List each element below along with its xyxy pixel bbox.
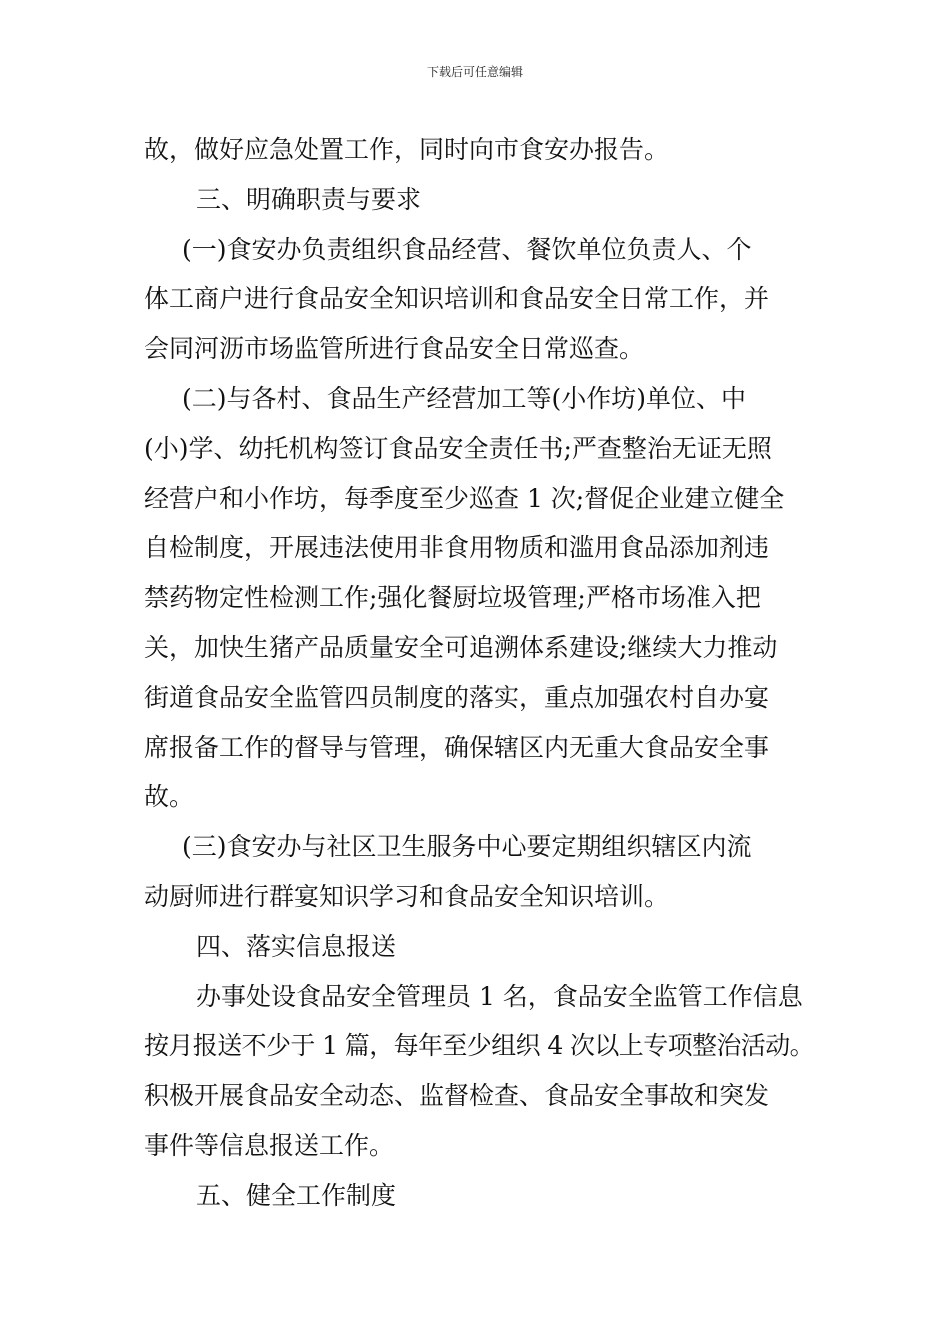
page-header: 下载后可任意编辑 [426,65,523,79]
paragraph-line: 故，做好应急处置工作，同时向市食安办报告。 [144,135,670,164]
paragraph-line: 禁药物定性检测工作;强化餐厨垃圾管理;严格市场准入把 [144,583,761,613]
paragraph-line: 体工商户进行食品安全知识培训和食品安全日常工作，并 [144,284,770,314]
paragraph-line: 关，加快生猪产品质量安全可追溯体系建设;继续大力推动 [144,632,778,662]
paragraph-line: 自检制度，开展违法使用非食用物质和滥用食品添加剂违 [144,533,770,563]
paragraph-line: 积极开展食品安全动态、监督检查、食品安全事故和突发 [144,1081,770,1111]
paragraph-line: 席报备工作的督导与管理，确保辖区内无重大食品安全事 [144,732,770,762]
paragraph-line: (小)学、幼托机构签订食品安全责任书;严查整治无证无照 [144,433,772,463]
paragraph-line: (二)与各村、食品生产经营加工等(小作坊)单位、中 [182,383,747,413]
paragraph-line: (一)食安办负责组织食品经营、餐饮单位负责人、个 [182,234,752,264]
paragraph-line: 会同河沥市场监管所进行食品安全日常巡查。 [144,334,645,364]
paragraph-line: 事件等信息报送工作。 [144,1130,395,1160]
section-heading: 五、健全工作制度 [196,1180,397,1210]
paragraph-line: 故。 [144,782,195,812]
paragraph-line: 动厨师进行群宴知识学习和食品安全知识培训。 [144,881,670,911]
paragraph-line: (三)食安办与社区卫生服务中心要定期组织辖区内流 [182,832,752,862]
section-heading: 三、明确职责与要求 [196,184,422,214]
paragraph-line: 按月报送不少于 1 篇，每年至少组织 4 次以上专项整治活动。 [144,1031,815,1061]
paragraph-line: 经营户和小作坊，每季度至少巡查 1 次;督促企业建立健全 [144,483,785,513]
paragraph-line: 街道食品安全监管四员制度的落实，重点加强农村自办宴 [144,682,770,712]
paragraph-line: 办事处设食品安全管理员 1 名，食品安全监管工作信息 [196,981,803,1011]
document-body [144,125,814,1221]
section-heading: 四、落实信息报送 [196,931,397,961]
